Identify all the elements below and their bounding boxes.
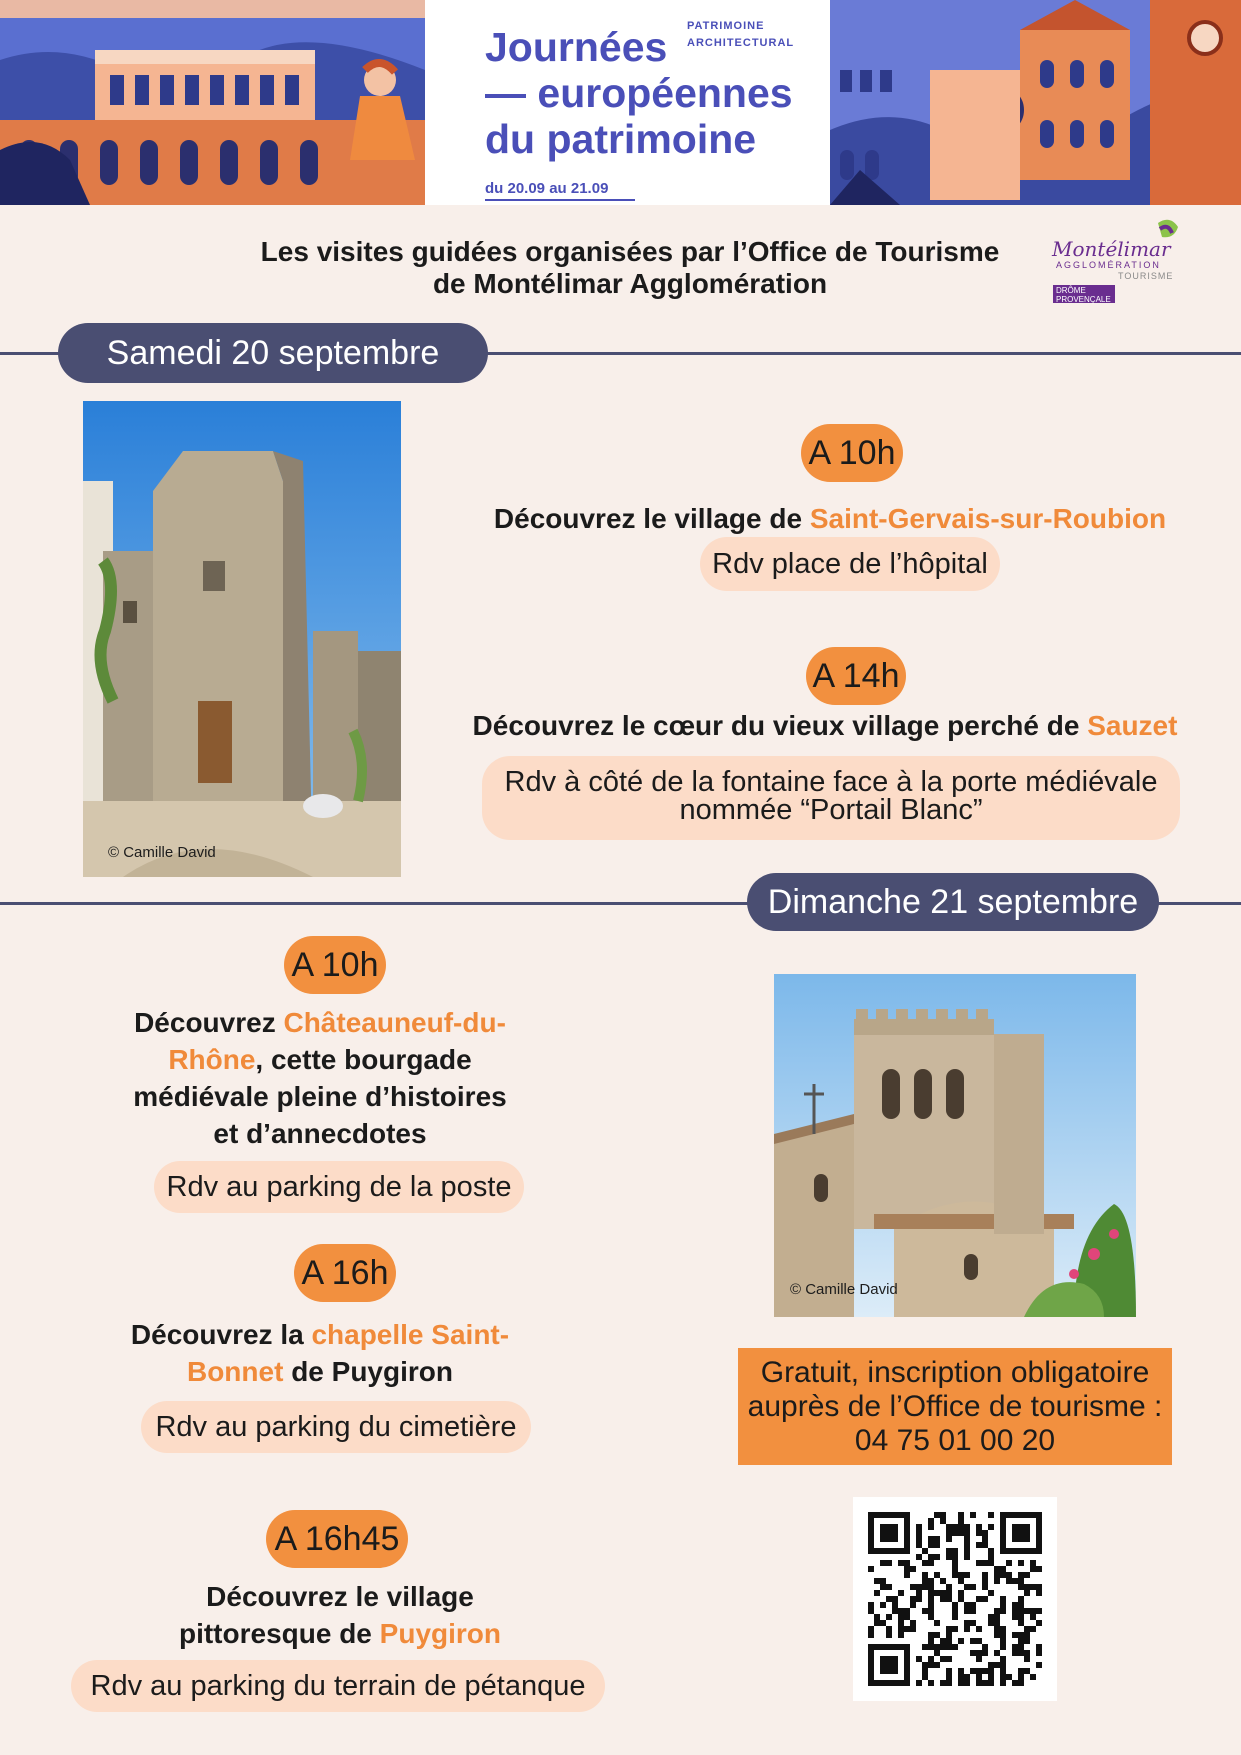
sunday-label: Dimanche 21 septembre	[747, 873, 1159, 931]
stone-village-photo	[83, 401, 401, 877]
sat-visit-1-place: Saint-Gervais-sur-Roubion	[809, 503, 1167, 534]
sun-visit-1-line-3: médiévale pleine d’histoires	[133, 1081, 507, 1112]
sun-visit-2-description	[110, 1316, 530, 1390]
sun-visit-1-rdv: Rdv au parking de la poste	[154, 1161, 524, 1213]
sun-visit-3-line-1: Découvrez le village	[206, 1581, 474, 1612]
sun-visit-2-rdv: Rdv au parking du cimetière	[141, 1401, 531, 1453]
saturday-photo	[83, 401, 401, 877]
logo-name: Montélimar	[1052, 237, 1171, 261]
tourism-office-logo	[1048, 215, 1188, 310]
sat-visit-2-time: A 14h	[806, 647, 906, 705]
registration-info-box	[738, 1348, 1172, 1465]
saturday-label: Samedi 20 septembre	[58, 323, 488, 383]
qr-code[interactable]	[853, 1497, 1057, 1701]
sat-visit-1-rdv: Rdv place de l’hôpital	[700, 537, 1000, 591]
sat-visit-2-rdv	[482, 756, 1180, 840]
sunday-photo-credit: © Camille David	[790, 1281, 898, 1298]
sun-visit-3-line-2-text: pittoresque de	[178, 1618, 380, 1649]
event-dates: du 20.09 au 21.09	[485, 180, 609, 197]
page-subtitle	[180, 236, 1080, 300]
sat-visit-1-description	[440, 500, 1220, 537]
sunday-photo	[774, 974, 1136, 1317]
event-title-line-3: du patrimoine	[485, 116, 757, 162]
info-line-2: auprès de l’Office de tourisme :	[747, 1390, 1163, 1423]
logo-region	[1056, 286, 1111, 304]
sun-visit-3-time: A 16h45	[266, 1510, 408, 1568]
sat-visit-2-description	[430, 707, 1220, 744]
header-banner	[0, 0, 1241, 205]
info-line-1: Gratuit, inscription obligatoire	[760, 1356, 1150, 1389]
logo-subname: AGGLOMÉRATION	[1056, 260, 1161, 270]
dates-underline	[485, 199, 635, 201]
sun-visit-2-line-2-text: de Puygiron	[283, 1356, 453, 1387]
event-title-card	[425, 0, 830, 205]
sat-visit-2-rdv-line-1: Rdv à côté de la fontaine face à la porte médiévale	[504, 766, 1158, 798]
qr-code-icon	[853, 1497, 1057, 1701]
sun-visit-1-time: A 10h	[284, 936, 386, 994]
sun-visit-2-line-1	[110, 1316, 530, 1353]
sun-visit-3-place: Puygiron	[379, 1618, 502, 1649]
sat-visit-2-place: Sauzet	[1087, 710, 1178, 741]
sat-visit-2-rdv-line-2: nommée “Portail Blanc”	[679, 794, 983, 826]
sun-visit-1-line-1-text: Découvrez	[134, 1007, 284, 1038]
subtitle-line-2: de Montélimar Agglomération	[432, 268, 828, 299]
church-tower-photo	[774, 974, 1136, 1317]
sun-visit-1-line-2-text: , cette bourgade	[255, 1044, 472, 1075]
logo-region-line-2: PROVENÇALE	[1056, 295, 1111, 304]
sun-visit-1-line-4: et d’annecdotes	[213, 1118, 427, 1149]
event-badge-line-1: PATRIMOINE	[687, 20, 765, 32]
sun-visit-2-line-2	[110, 1353, 530, 1390]
sun-visit-2-time: A 16h	[294, 1244, 396, 1302]
info-phone[interactable]: 04 75 01 00 20	[854, 1424, 1056, 1457]
logo-region-line-1: DRÔME	[1056, 286, 1086, 295]
sun-visit-2-line-1-text: Découvrez la	[130, 1319, 312, 1350]
sun-visit-1-line-1	[110, 1004, 530, 1041]
event-title-line-2: — européennes	[485, 70, 793, 116]
event-badge-line-2: ARCHITECTURAL	[687, 37, 795, 49]
sat-visit-1-time: A 10h	[801, 424, 903, 482]
sun-visit-1-place-part-1: Châteauneuf-du-	[283, 1007, 506, 1038]
sun-visit-1-line-2	[110, 1041, 530, 1078]
sun-visit-1-place-part-2: Rhône	[168, 1044, 256, 1075]
sat-visit-1-text: Découvrez le village de	[493, 503, 810, 534]
sun-visit-1-description	[110, 1004, 530, 1152]
sun-visit-3-rdv: Rdv au parking du terrain de pétanque	[71, 1660, 605, 1712]
sun-visit-2-place-part-2: Bonnet	[186, 1356, 284, 1387]
logo-tag: TOURISME	[1118, 271, 1174, 281]
sat-visit-2-text: Découvrez le cœur du vieux village perché de	[472, 710, 1088, 741]
saturday-photo-credit: © Camille David	[108, 844, 216, 861]
subtitle-line-1: Les visites guidées organisées par l’Office de Tourisme	[260, 236, 1000, 267]
sun-visit-3-description	[110, 1578, 570, 1652]
event-title-line-1: Journées	[485, 24, 668, 70]
sun-visit-3-line-2	[110, 1615, 570, 1652]
sun-visit-2-place-part-1: chapelle Saint-	[311, 1319, 510, 1350]
